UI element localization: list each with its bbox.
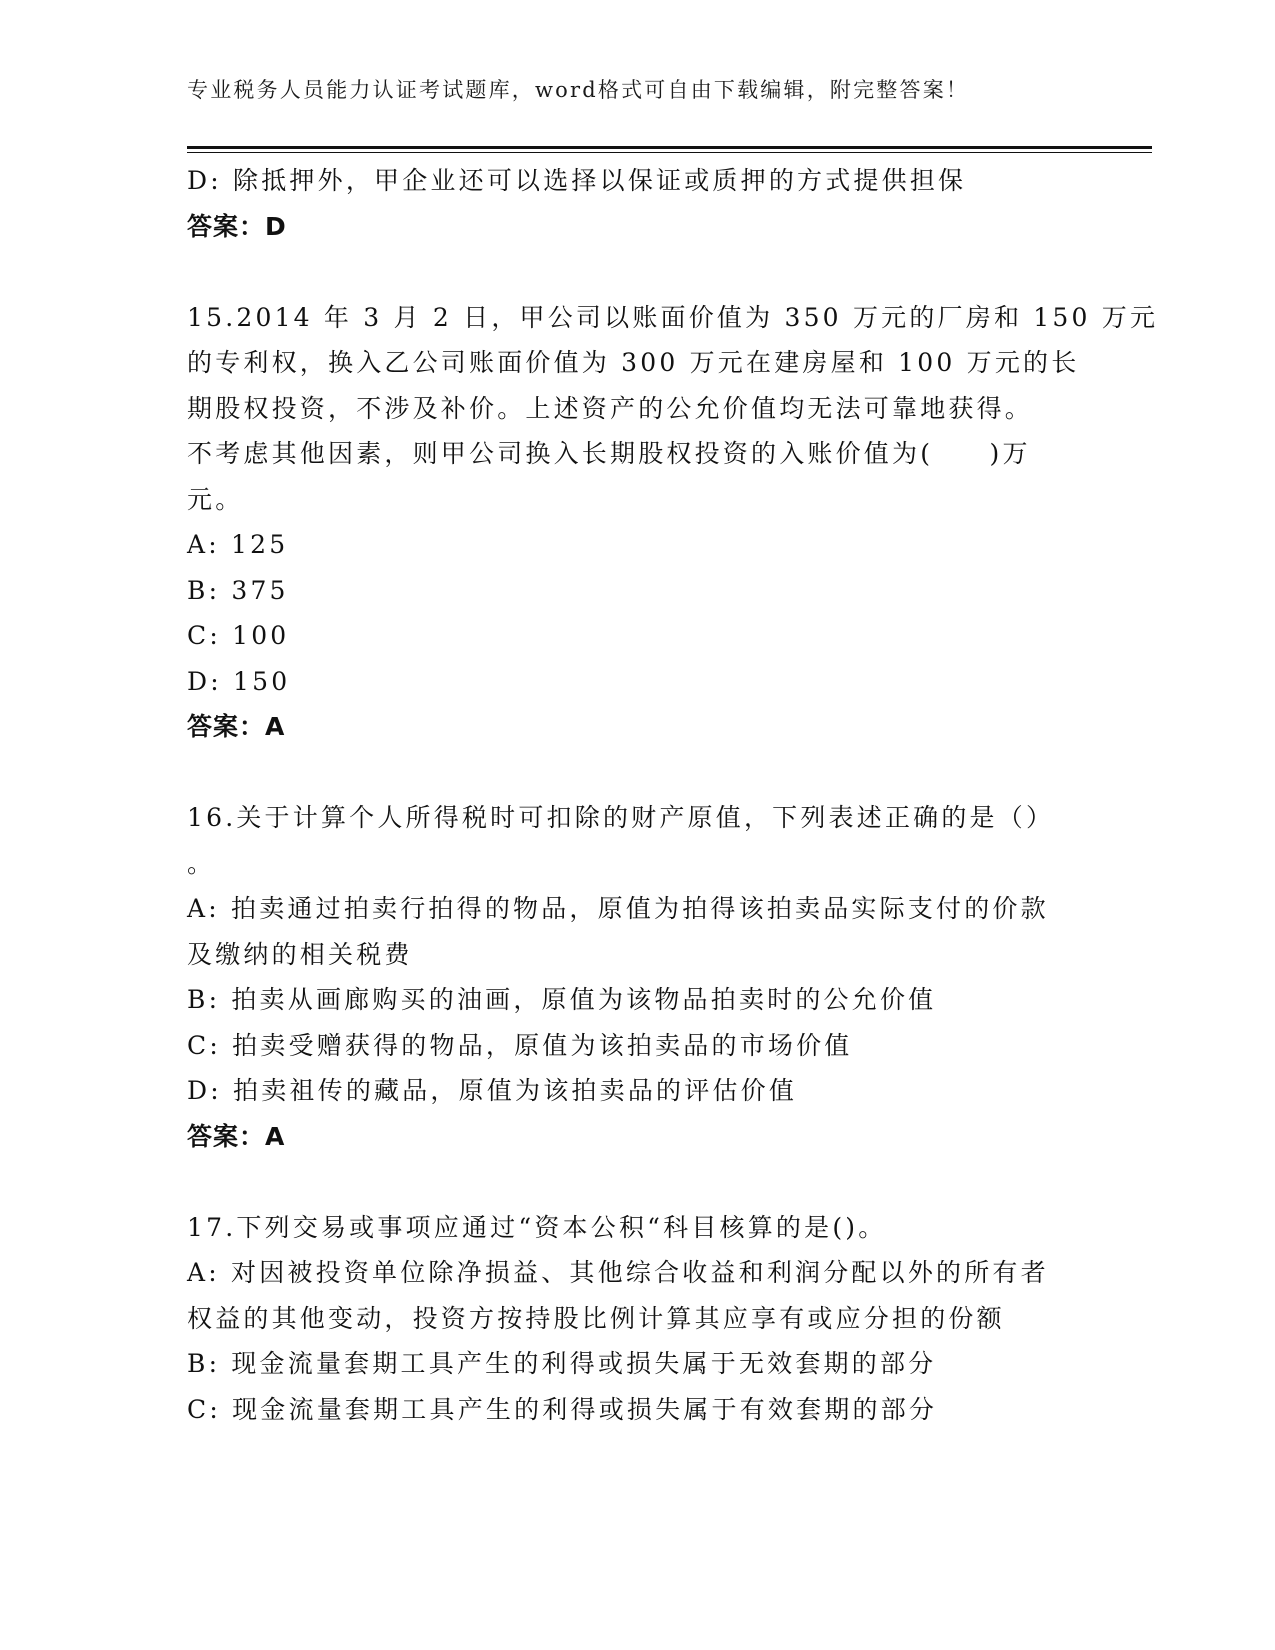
spacer [187,249,1087,295]
header-divider-thick [187,146,1152,149]
q16-option-c: C: 拍卖受赠获得的物品，原值为该拍卖品的市场价值 [187,1030,853,1060]
q15-stem-line: 元。 [187,484,244,514]
q17-option-a-cont: 权益的其他变动，投资方按持股比例计算其应享有或应分担的份额 [187,1303,1005,1333]
q16-option-a: A: 拍卖通过拍卖行拍得的物品，原值为拍得该拍卖品实际支付的价款 [187,894,1049,923]
q15-option-c: C: 100 [187,621,290,650]
q16-stem-line: 。 [187,848,216,878]
document-body [187,158,1159,1432]
q15-option-d: D: 150 [187,666,291,696]
q17-option-c: C: 现金流量套期工具产生的利得或损失属于有效套期的部分 [187,1394,938,1424]
page-header: 专业税务人员能力认证考试题库，word格式可自由下载编辑，附完整答案！ [187,78,970,102]
q17-option-a: A: 对因被投资单位除净损益、其他综合收益和利润分配以外的所有者 [187,1258,1049,1287]
q15-stem-line: 15.2014 年 3 月 2 日，甲公司以账面价值为 350 万元的厂房和 150 万元 [187,302,1159,332]
q15-answer: 答案：A [187,712,286,741]
q14-answer: 答案：D [187,211,287,241]
q15-stem-line: 的专利权，换入乙公司账面价值为 300 万元在建房屋和 100 万元的长 [187,348,1080,377]
q16-option-b: B: 拍卖从画廊购买的油画，原值为该物品拍卖时的公允价值 [187,985,937,1014]
q15-option-a: A: 125 [187,530,289,559]
header-divider-thin [187,152,1152,153]
q16-answer: 答案：A [187,1121,286,1151]
q15-stem-line: 期股权投资，不涉及补价。上述资产的公允价值均无法可靠地获得。 [187,393,1034,423]
spacer [187,750,1087,796]
q14-option-d: D: 除抵押外，甲企业还可以选择以保证或质押的方式提供担保 [187,166,967,195]
q15-stem-line: 不考虑其他因素，则甲公司换入长期股权投资的入账价值为( )万 [187,439,1031,468]
q16-stem-line: 16.关于计算个人所得税时可扣除的财产原值，下列表述正确的是（） [187,803,1055,832]
spacer [187,1159,1087,1205]
q15-option-b: B: 375 [187,575,289,605]
q17-option-b: B: 现金流量套期工具产生的利得或损失属于无效套期的部分 [187,1349,937,1378]
q16-option-d: D: 拍卖祖传的藏品，原值为该拍卖品的评估价值 [187,1076,798,1105]
q17-stem-line: 17.下列交易或事项应通过“资本公积“科目核算的是()。 [187,1212,887,1242]
q16-option-a-cont: 及缴纳的相关税费 [187,939,413,969]
